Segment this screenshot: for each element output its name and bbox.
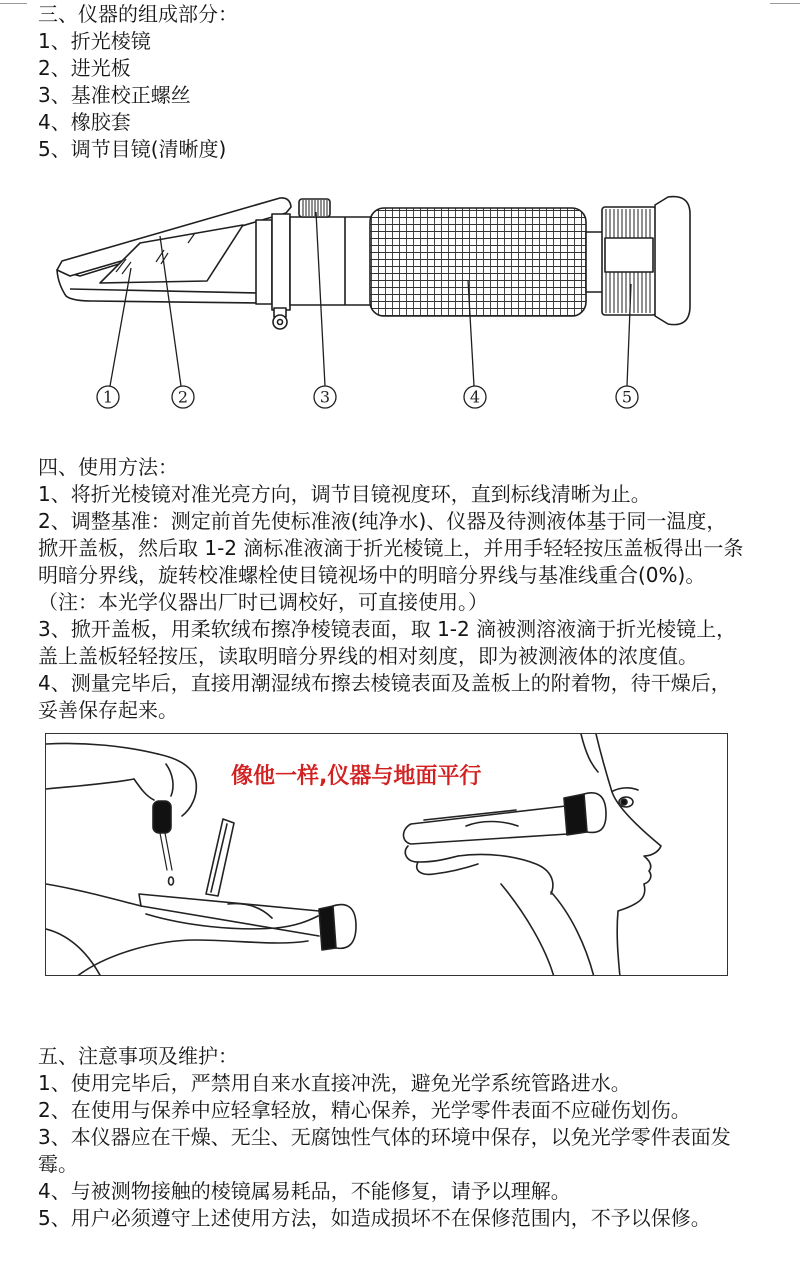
finger <box>405 846 458 862</box>
callout-5 <box>616 386 638 408</box>
pupil <box>621 799 627 805</box>
callout-2 <box>172 386 194 408</box>
palm <box>458 854 553 894</box>
usage-line: 4、测量完毕后，直接用潮湿绒布擦去棱镜表面及盖板上的附着物，待干燥后， <box>38 671 731 695</box>
upper-hand <box>46 743 196 816</box>
callout-4 <box>464 386 486 408</box>
component-item: 1、折光棱镜 <box>38 29 151 53</box>
maintenance-section <box>38 1043 731 1232</box>
section-title: 三、仪器的组成部分： <box>38 2 238 26</box>
usage-line: 1、将折光棱镜对准光亮方向，调节目镜视度环，直到标线清晰为止。 <box>38 482 651 506</box>
usage-line: 3、掀开盖板，用柔软绒布擦净棱镜表面，取 1-2 滴被测溶液滴于折光棱镜上， <box>38 617 737 641</box>
open-cover-plate <box>206 819 234 896</box>
maintenance-line: 4、与被测物接触的棱镜属易耗品，不能修复，请予以理解。 <box>38 1179 571 1203</box>
dropper <box>153 801 174 885</box>
refractometer-at-eye <box>404 793 607 844</box>
usage-section <box>38 454 743 724</box>
body-collar-ring <box>272 214 290 310</box>
finger <box>134 779 154 800</box>
dropper-tube <box>160 833 172 870</box>
components-section <box>38 1 238 163</box>
callout-number: 4 <box>469 387 481 407</box>
instrument-body <box>139 894 319 936</box>
maintenance-line: 5、用户必须遵守上述使用方法，如造成损坏不在保修范围内，不予以保修。 <box>38 1206 711 1230</box>
instrument-body <box>404 806 569 844</box>
eyepiece-neck <box>586 232 603 292</box>
eyepiece-band <box>605 238 653 272</box>
body-collar <box>256 220 272 304</box>
arm-top <box>46 743 158 754</box>
top-rule-left <box>0 3 27 4</box>
main-tube <box>290 217 372 305</box>
maintenance-line: 2、在使用与保养中应轻拿轻放，精心保养，光学零件表面不应碰伤划伤。 <box>38 1098 691 1122</box>
section-title: 五、注意事项及维护： <box>38 1044 238 1068</box>
usage-line: 明暗分界线，旋转校准螺栓使目镜视场中的明暗分界线与基准线重合(0%)。 <box>38 563 706 587</box>
hand-underside <box>76 940 308 976</box>
face-profile <box>581 734 661 976</box>
maintenance-line: 霉。 <box>38 1152 78 1176</box>
dropper-bulb <box>153 801 171 833</box>
usage-note: （注：本光学仪器出厂时已调校好，可直接使用。） <box>38 590 488 614</box>
top-rule-right <box>770 3 800 4</box>
callout-1 <box>97 386 119 408</box>
knuckle <box>166 764 173 796</box>
callout-number: 1 <box>102 387 114 407</box>
eyebrow <box>613 788 638 791</box>
callout-number: 5 <box>621 387 633 407</box>
cover-plate-edge <box>424 810 516 820</box>
holding-hand <box>405 822 594 977</box>
face-outline <box>596 734 661 976</box>
eyepiece-band <box>564 794 587 835</box>
wrist <box>46 929 101 976</box>
callout-number: 2 <box>177 387 189 407</box>
eyepiece-band <box>319 906 336 950</box>
component-item: 3、基准校正螺丝 <box>38 83 191 107</box>
eyecup <box>655 197 690 325</box>
arm-bottom <box>46 779 134 789</box>
usage-line: 盖上盖板轻轻按压，读取明暗分界线的相对刻度，即为被测液体的浓度值。 <box>38 644 698 668</box>
maintenance-line: 3、本仪器应在干燥、无尘、无腐蚀性气体的环境中保存，以免光学零件表面发 <box>38 1125 731 1149</box>
component-item: 4、橡胶套 <box>38 110 131 134</box>
maintenance-line: 1、使用完毕后，严禁用自来水直接冲洗，避免光学系统管路进水。 <box>38 1071 631 1095</box>
callout-3 <box>314 386 336 408</box>
usage-line: 掀开盖板，然后取 1-2 滴标准液滴于折光棱镜上，并用手轻轻按压盖板得出一条 <box>38 536 744 560</box>
rubber-grip <box>370 208 586 316</box>
usage-line: 2、调整基准：测定前首先使标准液(纯净水)、仪器及待测液体基于同一温度， <box>38 509 727 533</box>
palm-top <box>46 884 141 906</box>
eyecup <box>333 905 356 949</box>
drop <box>169 877 174 885</box>
forearm <box>501 884 594 976</box>
refractometer-diagram <box>0 180 800 420</box>
usage-line: 妥善保存起来。 <box>38 698 178 722</box>
lug-hole <box>278 320 283 325</box>
hair-line <box>581 734 598 772</box>
component-item: 5、调节目镜(清晰度) <box>38 137 227 161</box>
callout-number: 3 <box>319 387 331 407</box>
thumb <box>466 822 518 827</box>
usage-illustration <box>45 733 728 976</box>
section-title: 四、使用方法： <box>38 455 178 479</box>
illustration-caption: 像他一样,仪器与地面平行 <box>231 764 482 789</box>
finger <box>417 862 478 874</box>
component-item: 2、进光板 <box>38 56 131 80</box>
